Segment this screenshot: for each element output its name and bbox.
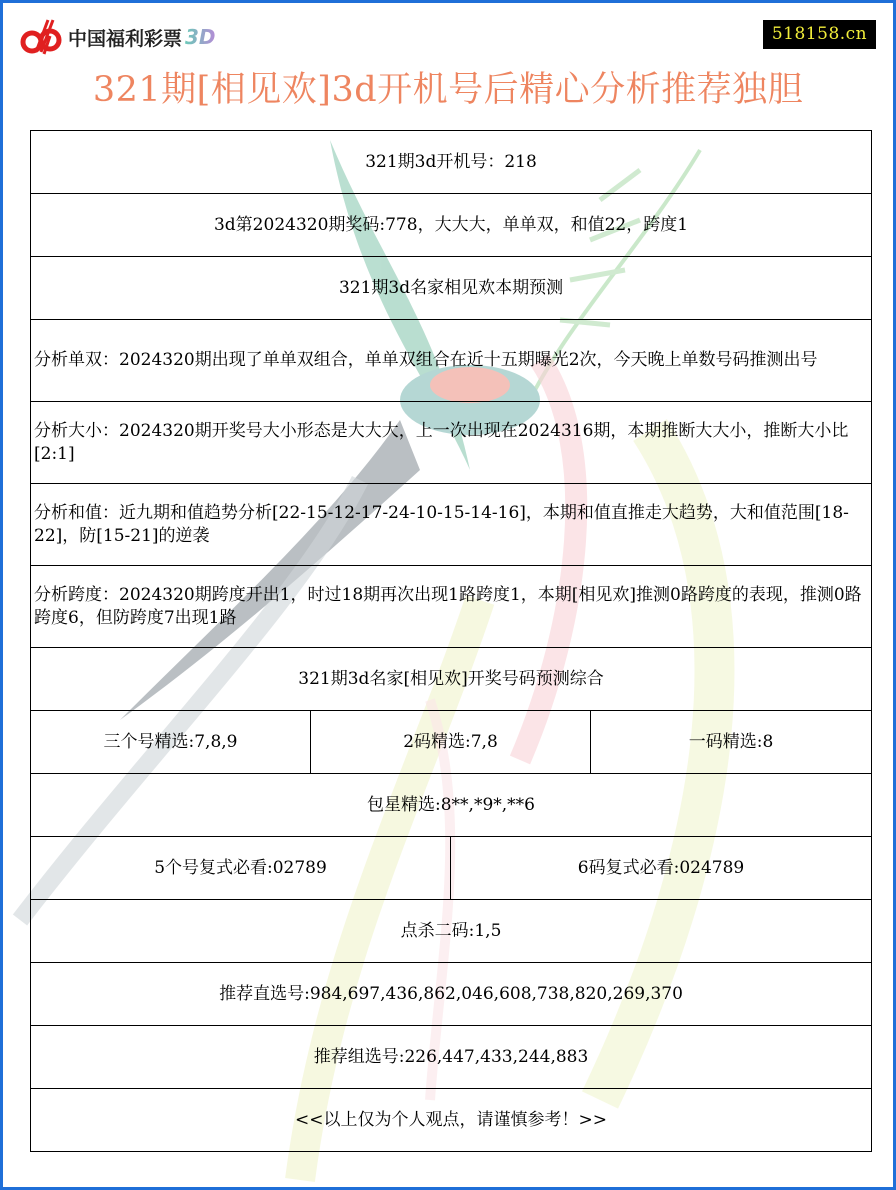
- table-row: [31, 900, 872, 963]
- analysis-span-cell: 分析跨度：2024320期跨度开出1，时过18期再次出现1路跨度1，本期[相见欢]推测0路跨度的表现，推测0路跨度6，但防跨度7出现1路: [31, 566, 872, 648]
- summary-heading-cell: 321期3d名家[相见欢]开奖号码预测综合: [31, 648, 872, 711]
- two-picks-cell: 2码精选:7,8: [311, 711, 591, 774]
- direct-picks-cell: 推荐直选号:984,697,436,862,046,608,738,820,269,370: [31, 963, 872, 1026]
- site-badge: 518158.cn: [763, 20, 876, 49]
- analysis-odd-even-cell: 分析单双：2024320期出现了单单双组合，单单双组合在近十五期曝光2次，今天晚上单数号码推测出号: [31, 320, 872, 402]
- page-header: [0, 0, 896, 130]
- table-row: [31, 837, 872, 900]
- one-pick-cell: 一码精选:8: [591, 711, 872, 774]
- position-picks-cell: 包星精选:8**,*9*,**6: [31, 774, 872, 837]
- analysis-size-cell: 分析大小：2024320期开奖号大小形态是大大大，上一次出现在2024316期，本期推断大大小，推断大小比[2:1]: [31, 402, 872, 484]
- table-row: [31, 194, 872, 257]
- six-combo-cell: 6码复式必看:024789: [451, 837, 872, 900]
- table-row: [31, 711, 872, 774]
- lottery-logo: [20, 18, 216, 56]
- table-row: [31, 1089, 872, 1152]
- analysis-sum-cell: 分析和值：近九期和值趋势分析[22-15-12-17-24-10-15-14-16]，本期和值直推走大趋势，大和值范围[18-22]，防[15-21]的逆袭: [31, 484, 872, 566]
- logo-text: 中国福利彩票: [68, 27, 183, 50]
- table-row: [31, 963, 872, 1026]
- prediction-table: [30, 130, 872, 1152]
- table-row: [31, 774, 872, 837]
- table-row: [31, 320, 872, 402]
- five-combo-cell: 5个号复式必看:02789: [31, 837, 451, 900]
- table-row: [31, 257, 872, 320]
- disclaimer-cell: <<以上仅为个人观点，请谨慎参考！>>: [31, 1089, 872, 1152]
- forecast-heading-cell: 321期3d名家相见欢本期预测: [31, 257, 872, 320]
- open-number-cell: 321期3d开机号：218: [31, 131, 872, 194]
- group-picks-cell: 推荐组选号:226,447,433,244,883: [31, 1026, 872, 1089]
- kill-two-cell: 点杀二码:1,5: [31, 900, 872, 963]
- table-row: [31, 484, 872, 566]
- table-row: [31, 566, 872, 648]
- welfare-lottery-logo-icon: [20, 18, 64, 56]
- table-row: [31, 648, 872, 711]
- table-row: [31, 1026, 872, 1089]
- table-row: [31, 402, 872, 484]
- logo-3d-text: 3D: [185, 25, 216, 49]
- three-picks-cell: 三个号精选:7,8,9: [31, 711, 311, 774]
- page-title: 321期[相见欢]3d开机号后精心分析推荐独胆: [92, 70, 804, 110]
- table-row: [31, 131, 872, 194]
- last-draw-cell: 3d第2024320期奖码:778，大大大，单单双，和值22，跨度1: [31, 194, 872, 257]
